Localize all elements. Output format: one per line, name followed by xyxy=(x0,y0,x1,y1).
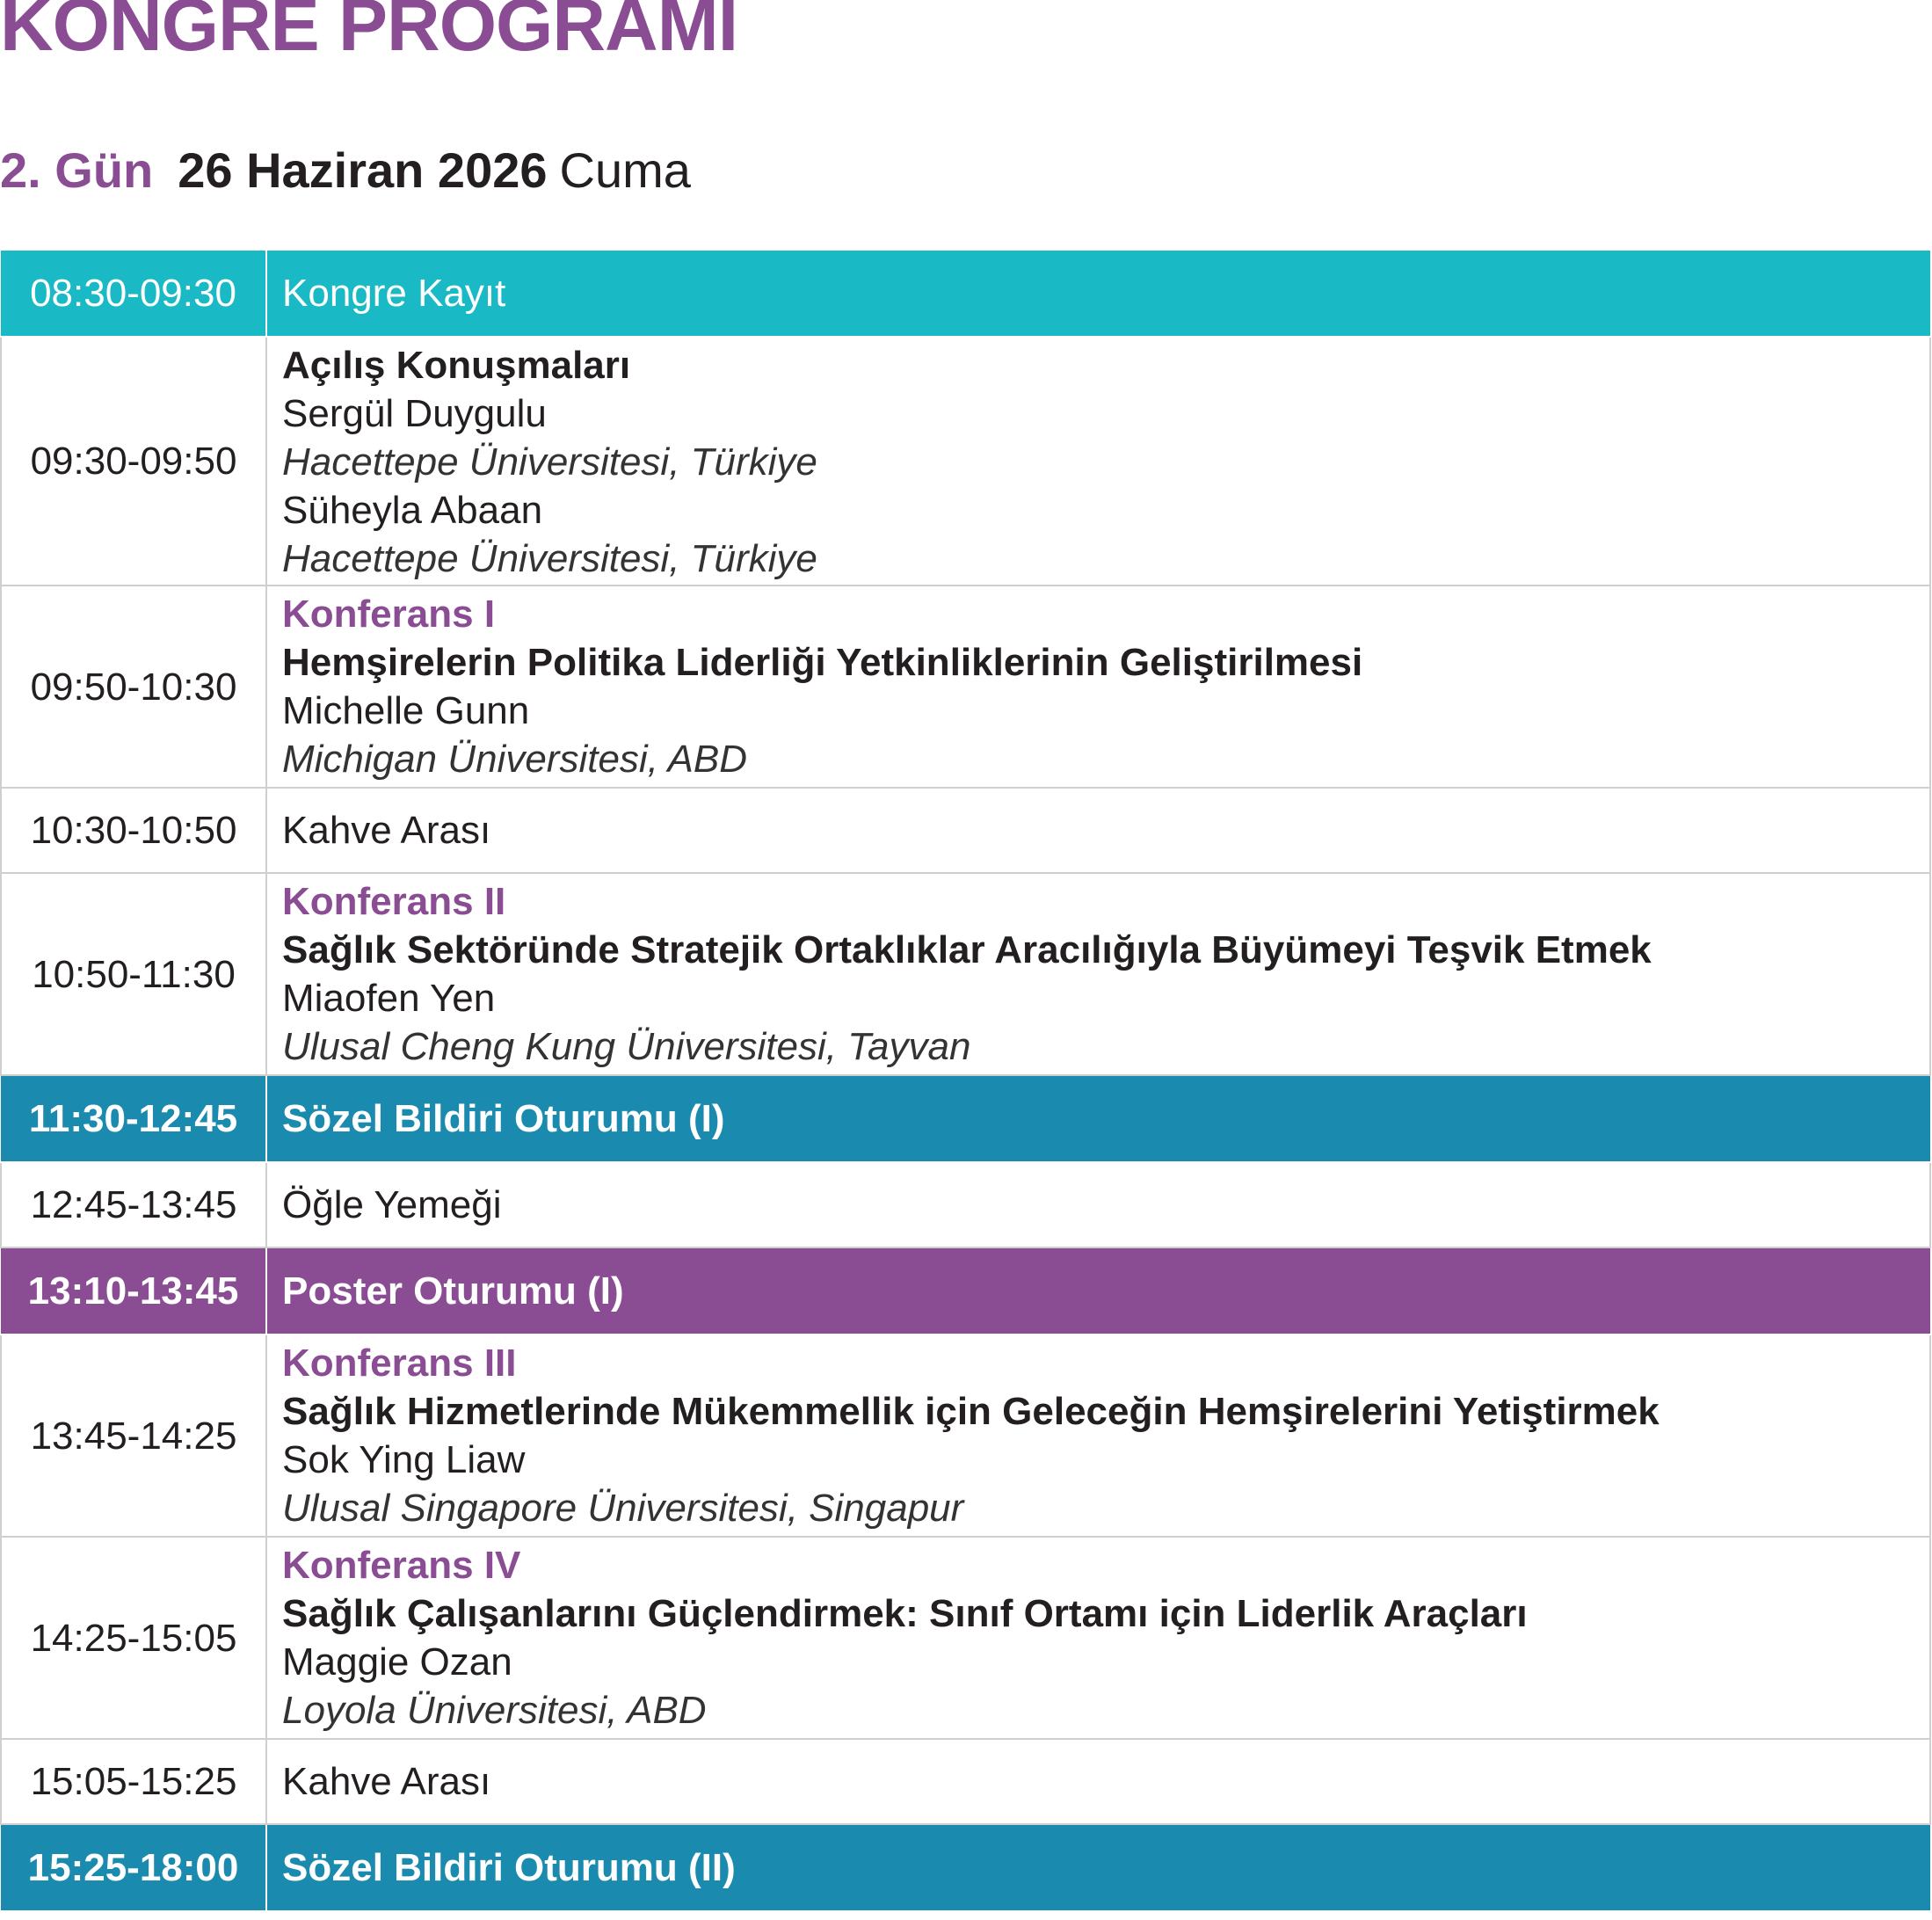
session-label: Konferans IV xyxy=(282,1544,521,1587)
session-time: 10:50-11:30 xyxy=(1,873,266,1075)
session-title: Sağlık Hizmetlerinde Mükemmellik için Geleceğin Hemşirelerini Yetiştirmek xyxy=(282,1390,1660,1433)
speaker-affiliation: Ulusal Singapore Üniversitesi, Singapur xyxy=(282,1487,964,1530)
session-time: 11:30-12:45 xyxy=(1,1075,266,1162)
session-title: Hemşirelerin Politika Liderliği Yetkinliklerinin Geliştirilmesi xyxy=(282,641,1363,684)
speaker-affiliation: Ulusal Cheng Kung Üniversitesi, Tayvan xyxy=(282,1025,971,1068)
session-title: Poster Oturumu (I) xyxy=(282,1269,624,1313)
session-title: Açılış Konuşmaları xyxy=(282,344,631,387)
speaker-name: Maggie Ozan xyxy=(282,1640,512,1684)
session-content xyxy=(266,1537,1930,1739)
speaker-name: Miaofen Yen xyxy=(282,977,496,1020)
session-time: 09:50-10:30 xyxy=(1,585,266,788)
session-content xyxy=(266,585,1930,788)
session-content xyxy=(266,1162,1930,1247)
session-content xyxy=(266,1739,1930,1824)
session-time: 14:25-15:05 xyxy=(1,1537,266,1739)
session-time: 15:25-18:00 xyxy=(1,1824,266,1911)
session-title: Sağlık Çalışanlarını Güçlendirmek: Sınıf Ortamı için Liderlik Araçları xyxy=(282,1592,1528,1635)
schedule-row-conference-2 xyxy=(1,873,1930,1075)
session-time: 09:30-09:50 xyxy=(1,337,266,585)
session-content xyxy=(266,1075,1930,1162)
session-title: Kongre Kayıt xyxy=(282,272,506,315)
speaker-name: Süheyla Abaan xyxy=(282,489,543,532)
session-title: Sözel Bildiri Oturumu (II) xyxy=(282,1846,736,1889)
day-weekday: Cuma xyxy=(559,142,691,198)
session-label: Konferans I xyxy=(282,593,496,636)
speaker-name: Sergül Duygulu xyxy=(282,392,547,435)
speaker-name: Sok Ying Liaw xyxy=(282,1438,526,1481)
schedule-row-coffee-break-2 xyxy=(1,1739,1930,1824)
speaker-affiliation: Michigan Üniversitesi, ABD xyxy=(282,738,747,781)
speaker-name: Michelle Gunn xyxy=(282,689,530,732)
session-content xyxy=(266,1247,1930,1335)
schedule-row-poster-session-1 xyxy=(1,1247,1930,1335)
schedule-row-conference-3 xyxy=(1,1335,1930,1537)
session-title: Kahve Arası xyxy=(282,809,491,852)
session-time: 08:30-09:30 xyxy=(1,250,266,337)
schedule-row-conference-1 xyxy=(1,585,1930,788)
schedule-row-registration xyxy=(1,250,1930,337)
schedule-row-oral-session-2 xyxy=(1,1824,1930,1911)
session-title: Sağlık Sektöründe Stratejik Ortaklıklar Aracılığıyla Büyümeyi Teşvik Etmek xyxy=(282,928,1652,971)
session-content xyxy=(266,1824,1930,1911)
schedule-row-coffee-break xyxy=(1,788,1930,873)
session-content xyxy=(266,873,1930,1075)
speaker-affiliation: Hacettepe Üniversitesi, Türkiye xyxy=(282,440,817,484)
session-time: 13:10-13:45 xyxy=(1,1247,266,1335)
session-title: Sözel Bildiri Oturumu (I) xyxy=(282,1097,725,1140)
session-content xyxy=(266,1335,1930,1537)
session-title: Öğle Yemeği xyxy=(282,1183,502,1226)
schedule-row-lunch xyxy=(1,1162,1930,1247)
session-label: Konferans II xyxy=(282,880,506,923)
speaker-affiliation: Loyola Üniversitesi, ABD xyxy=(282,1689,707,1732)
schedule-row-oral-session-1 xyxy=(1,1075,1930,1162)
day-label: 2. Gün xyxy=(0,142,154,198)
session-time: 15:05-15:25 xyxy=(1,1739,266,1824)
day-header xyxy=(0,141,691,200)
session-content xyxy=(266,788,1930,873)
session-label: Konferans III xyxy=(282,1342,517,1385)
schedule-table xyxy=(0,249,1931,1912)
session-time: 12:45-13:45 xyxy=(1,1162,266,1247)
session-time: 10:30-10:50 xyxy=(1,788,266,873)
day-date: 26 Haziran 2026 xyxy=(178,142,548,198)
session-content xyxy=(266,250,1930,337)
schedule-row-conference-4 xyxy=(1,1537,1930,1739)
session-time: 13:45-14:25 xyxy=(1,1335,266,1537)
speaker-affiliation: Hacettepe Üniversitesi, Türkiye xyxy=(282,537,817,580)
session-title: Kahve Arası xyxy=(282,1760,491,1803)
session-content xyxy=(266,337,1930,585)
page-title: KONGRE PROGRAMI xyxy=(0,0,738,66)
schedule-row-opening xyxy=(1,337,1930,585)
